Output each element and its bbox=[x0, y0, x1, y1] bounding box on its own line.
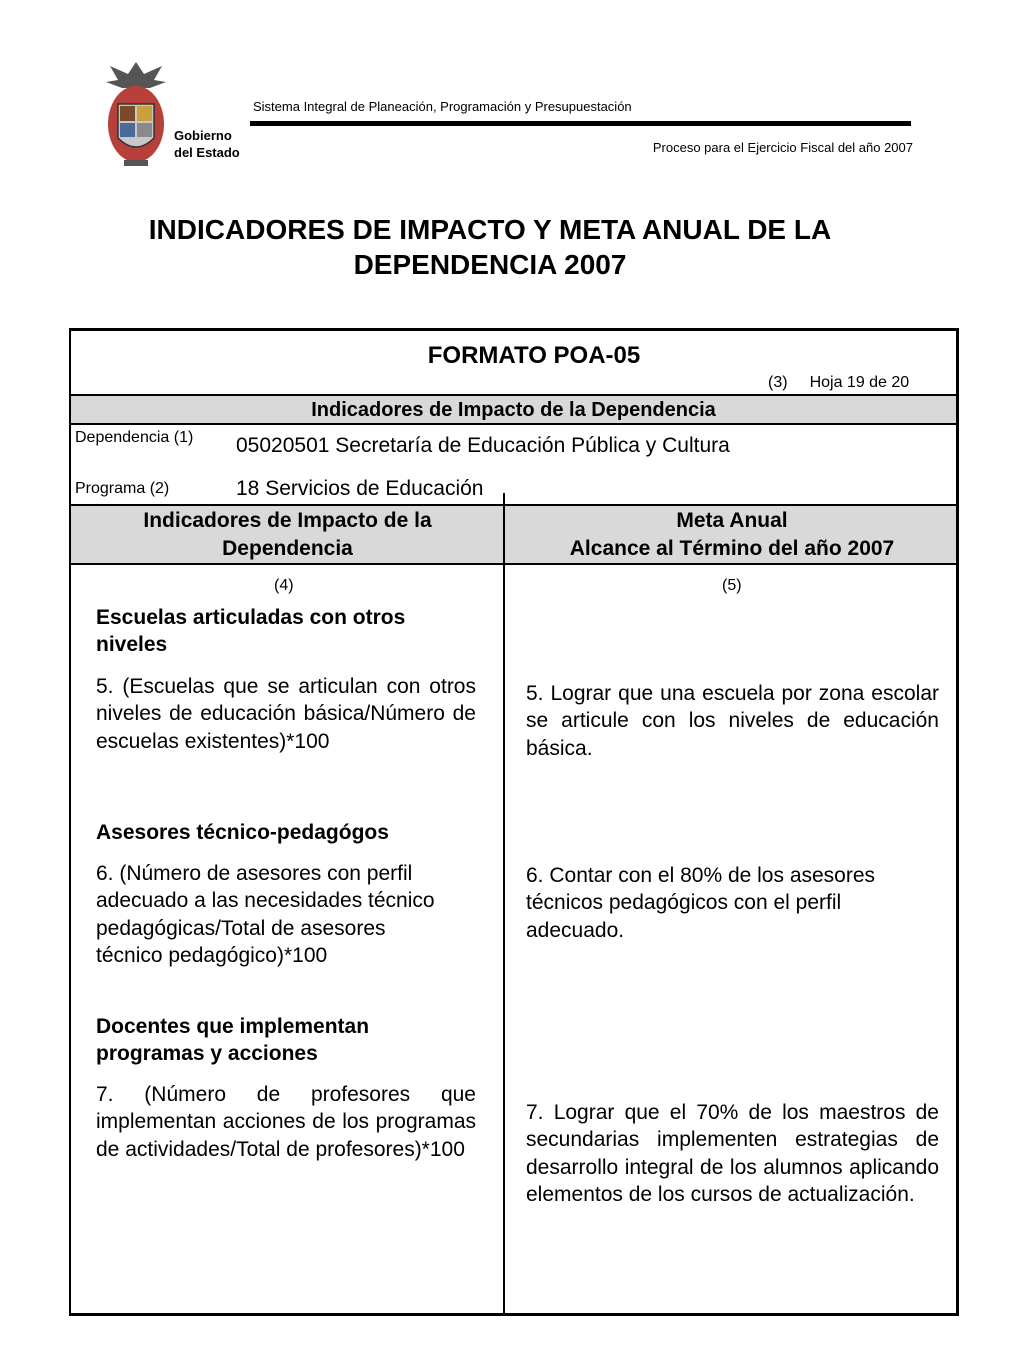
dependencia-value: 05020501 Secretaría de Educación Pública y Cultura bbox=[236, 434, 730, 457]
document-title bbox=[0, 212, 980, 282]
form-code: FORMATO POA-05 bbox=[427, 342, 641, 369]
indicator-formula: 7. (Número de profesores que implementan acciones de los programas de actividades/Total de profesores)*100 bbox=[96, 1083, 476, 1161]
header-rule bbox=[250, 121, 911, 126]
indicator-goal: 7. Lograr que el 70% de los maestros de secundarias implementen estrategias de desarrollo integral de los alumnos aplicando elementos de los cursos de actualización. bbox=[526, 1101, 939, 1206]
indicator-formula-line1: 6. (Número de asesores con perfil bbox=[96, 862, 413, 885]
government-label bbox=[174, 127, 240, 161]
sheet-indicator bbox=[768, 374, 909, 392]
indicator-heading-line2: niveles bbox=[96, 633, 168, 656]
sheet-ref: (3) bbox=[768, 374, 788, 391]
indicator-goal: 5. Lograr que una escuela por zona escolar se articule con los niveles de educación básica. bbox=[526, 682, 939, 760]
column-header-goal-line1: Meta Anual bbox=[676, 509, 788, 532]
state-coat-of-arms-logo bbox=[104, 60, 168, 168]
indicator-goal bbox=[526, 862, 946, 944]
indicator-heading-line1: Asesores técnico-pedagógos bbox=[96, 821, 389, 844]
fiscal-process-text: Proceso para el Ejercicio Fiscal del año 2007 bbox=[652, 140, 913, 155]
column-header-goal-line2: Alcance al Término del año 2007 bbox=[569, 537, 895, 560]
column-header-indicators-line2: Dependencia bbox=[222, 537, 353, 560]
indicator-heading bbox=[96, 819, 476, 846]
indicator-heading-line2: programas y acciones bbox=[96, 1042, 318, 1065]
column-number-indicators: (4) bbox=[274, 577, 294, 594]
programa-label: Programa (2) bbox=[75, 480, 170, 497]
section-band-title: Indicadores de Impacto de la Dependencia bbox=[69, 394, 958, 425]
indicator-heading-line1: Escuelas articuladas con otros bbox=[96, 606, 406, 629]
indicator-formula-line2: adecuado a las necesidades técnico bbox=[96, 889, 435, 913]
government-label-line1: Gobierno bbox=[174, 128, 232, 143]
dependencia-label: Dependencia (1) bbox=[75, 429, 194, 446]
indicator-heading bbox=[96, 604, 476, 658]
column-header-goal bbox=[506, 507, 958, 563]
column-header-indicators bbox=[71, 507, 504, 563]
government-label-line2: del Estado bbox=[174, 145, 240, 160]
indicator-heading-line1: Docentes que implementan bbox=[96, 1015, 370, 1038]
indicator-formula: 5. (Escuelas que se articulan con otros niveles de educación básica/Número de escuelas existentes)*100 bbox=[96, 675, 476, 753]
indicator-heading bbox=[96, 1013, 476, 1067]
programa-value: 18 Servicios de Educación bbox=[236, 477, 484, 500]
column-divider bbox=[503, 504, 505, 1316]
indicator-goal-line1: 6. Contar con el 80% de los asesores bbox=[526, 864, 876, 887]
indicator-formula-line3: pedagógicas/Total de asesores bbox=[96, 916, 386, 940]
system-name: Sistema Integral de Planeación, Programación y Presupuestación bbox=[253, 99, 632, 114]
indicator-formula bbox=[96, 860, 496, 969]
indicator-goal-line3: adecuado. bbox=[526, 918, 625, 942]
column-header-band bbox=[69, 504, 958, 565]
document-title-line1: INDICADORES DE IMPACTO Y META ANUAL DE LA bbox=[148, 214, 832, 245]
indicator-formula-line4: técnico pedagógico)*100 bbox=[96, 943, 328, 967]
column-header-indicators-line1: Indicadores de Impacto de la bbox=[143, 509, 432, 532]
column-number-goal: (5) bbox=[722, 577, 742, 594]
indicator-goal-line2: técnicos pedagógicos con el perfil bbox=[526, 891, 842, 915]
document-title-line2: DEPENDENCIA 2007 bbox=[353, 249, 627, 280]
sheet-number: Hoja 19 de 20 bbox=[809, 374, 910, 391]
